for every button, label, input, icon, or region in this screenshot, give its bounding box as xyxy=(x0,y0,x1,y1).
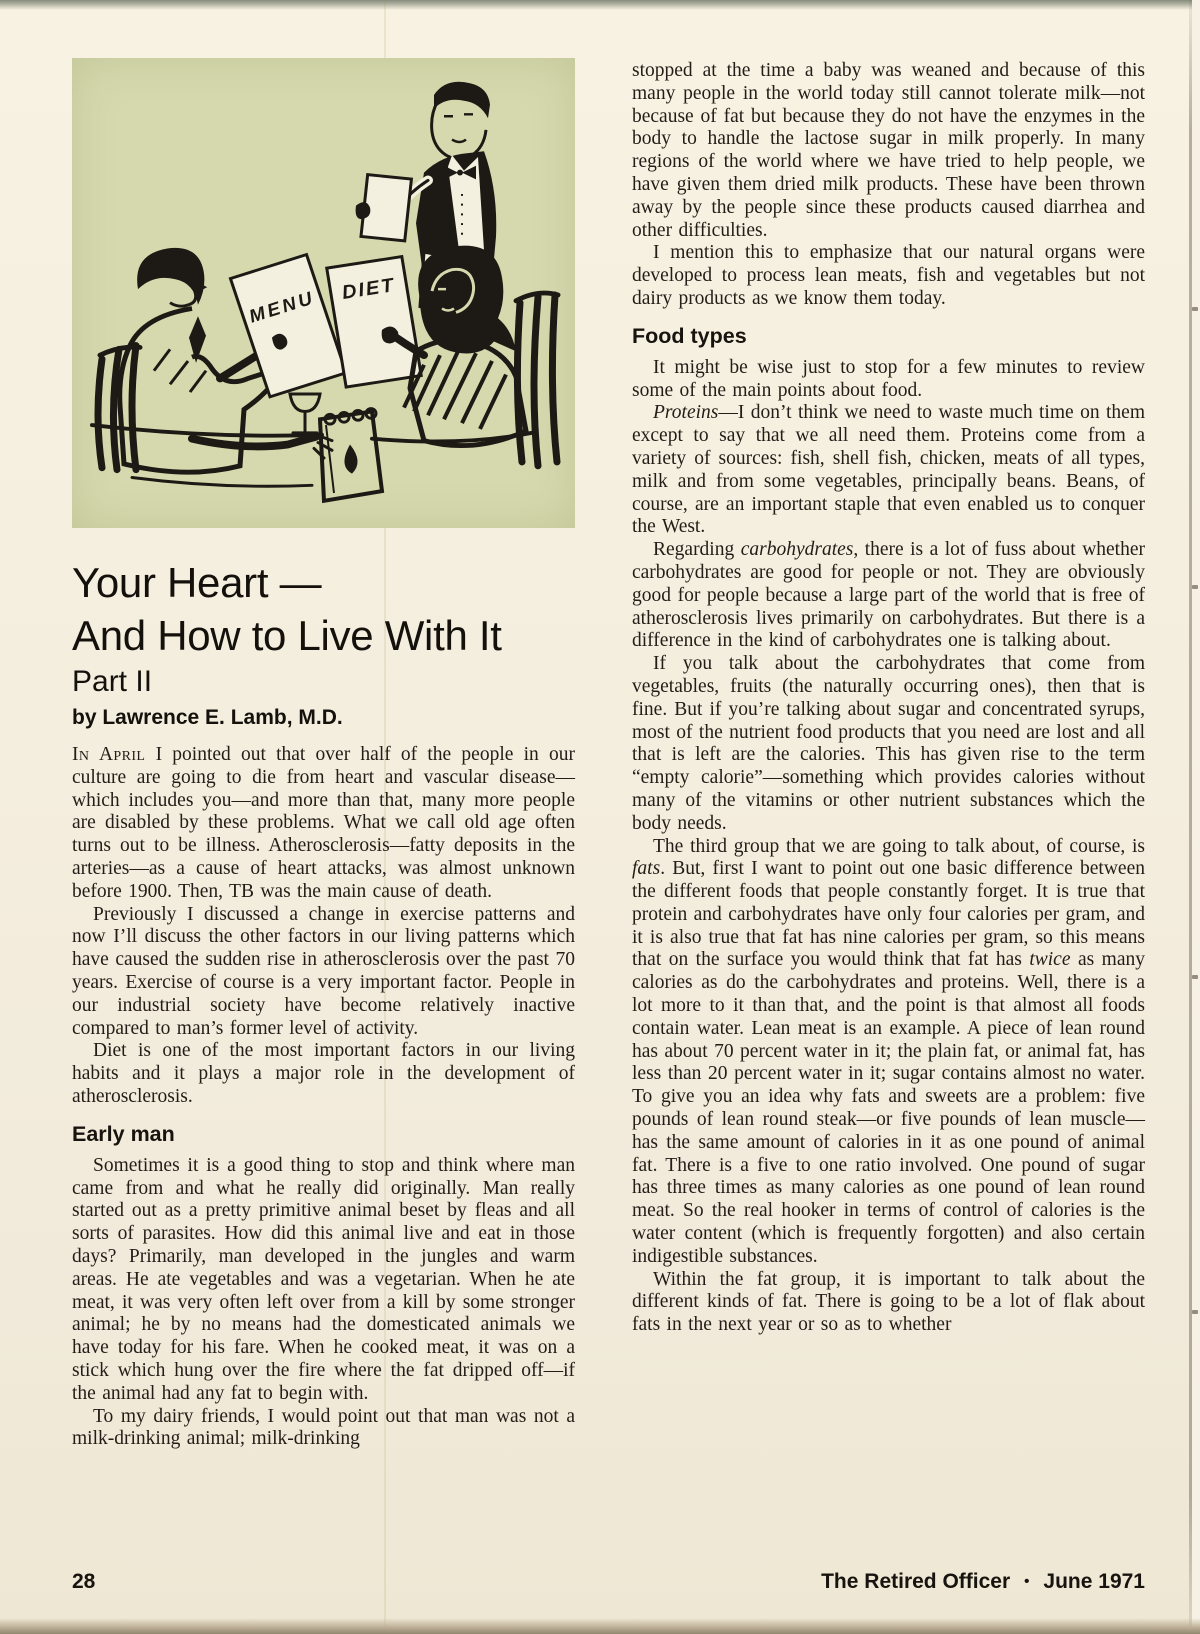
edge-mark xyxy=(1192,975,1198,979)
page-edge-line xyxy=(1189,0,1192,1626)
magazine-name: The Retired Officer xyxy=(821,1570,1011,1593)
paragraph: It might be wise just to stop for a few minutes to review some of the main points about food. xyxy=(632,356,1145,401)
paragraph: Sometimes it is a good thing to stop and think where man came from and what he really did originally. Man really started out as a pretty primitive animal beset by fleas and all sorts of parasites. How did this animal live and eat in those days? Primarily, man developed in the jungles and warm areas. He ate vegetables and was a vegetarian. When he ate meat, it was very often left over from a kill by some stronger animal; he by no means had the domesticated animals we have today for his fare. When he cooked meat, it was on a stick which hung over the fire where the fat dripped off—if the animal had any fat to begin with. xyxy=(72,1154,575,1404)
paragraph: If you talk about the carbohydrates that come from vegetables, fruits (the naturally occurring ones), then that is fine. But if you’re talking about sugar and concentrated syrups, most of the nutrient food products that you need are lost and all that is left are the calories. This has given rise to the term “empty calorie”—something which provides calories without many of the vitamins or other nutrient substances which the body needs. xyxy=(632,653,1145,834)
footer-right xyxy=(821,1570,1145,1594)
right-column-text xyxy=(632,60,1145,1337)
paragraph: I mention this to emphasize that our natural organs were developed to process lean meats, fish and vegetables but not dairy products as we know them today. xyxy=(632,242,1145,309)
article-part: Part II xyxy=(72,665,153,698)
paragraph: Proteins—I don’t think we need to waste much time on them except to say that we all need them. Proteins come from a variety of sources: fish, shell fish, chicken, meats of all types, milk and from some vegetables, principally beans. Beans, of course, are an important staple that even enabled us to conquer the West. xyxy=(632,402,1145,538)
edge-mark xyxy=(1192,1310,1198,1314)
article-byline: by Lawrence E. Lamb, M.D. xyxy=(72,706,343,729)
edge-mark xyxy=(1192,585,1198,589)
footer-bullet-icon: • xyxy=(1024,1573,1030,1590)
page-footer xyxy=(72,1570,1145,1594)
section-heading: Food types xyxy=(632,323,747,348)
scan-edge-bottom xyxy=(0,1618,1200,1634)
paragraph: Regarding carbohydrates, there is a lot of fuss about whether carbohydrates are good for people or not. They are obviously good for people because a large part of the world that is free of atherosclerosis lives primarily on carbohydrates. But there is a difference in the kind of carbohydrates one is talking about. xyxy=(632,539,1145,652)
right-column xyxy=(632,58,1145,1451)
paragraph: Previously I discussed a change in exercise patterns and now I’ll discuss the other factors in our living patterns which have caused the sudden rise in atherosclerosis over the past 70 years. Exercise of course is a very important factor. People in our industrial society have become relatively inactive compared to man’s former level of activity. xyxy=(72,903,575,1039)
paragraph: To my dairy friends, I would point out that man was not a milk-drinking animal; milk-drinking xyxy=(72,1405,575,1450)
page-edge-paper xyxy=(1192,0,1200,1634)
cartoon-drawing xyxy=(72,58,575,528)
paragraph: stopped at the time a baby was weaned and because of this many people in the world today still cannot tolerate milk—not because of fat but because they do not have the enzymes in the body to handle the lactose sugar in milk properly. In many regions of the world where we have tried to help people, we have given them dried milk products. These have been thrown away by the people since these products caused diarrhea and other difficulties. xyxy=(632,60,1145,241)
chair-right xyxy=(516,293,558,466)
paragraph: Within the fat group, it is important to talk about the different kinds of fat. There is going to be a lot of flak about fats in the next year or so as to whether xyxy=(632,1268,1145,1336)
section-heading: Early man xyxy=(72,1121,175,1146)
paragraph: The third group that we are going to talk about, of course, is fats. But, first I want to point out one basic difference between the different foods that people constantly forget. It is true that protein and carbohydrates have only four calories per gram, and it is also true that fat has nine calories per gram, so this means that on the surface you would think that fat has twice as many calories as do the carbohydrates and proteins. Well, there is a lot more to it than that, and the point is that almost all foods contain water. Lean meat is an example. A piece of lean round has about 70 percent water in it; the plain fat, or animal fat, has less than 20 percent water in it; sugar contains almost no water. To give you an idea why fats and sweets are a problem: five pounds of lean round steak—or five pounds of lean muscle—has the same amount of calories in it as one pound of animal fat. There is a five to one ratio involved. One pound of sugar has three times as many calories as one pound of lean round meat. So the real hooker in terms of control of calories is the water content (which is frequently forgotten) and also certain indigestible substances. xyxy=(632,835,1145,1267)
left-column-text xyxy=(72,744,575,1451)
edge-mark xyxy=(1192,307,1198,311)
page-number: 28 xyxy=(72,1570,96,1593)
wine-glass xyxy=(290,394,320,433)
article-title-line2: And How to Live With It xyxy=(72,612,502,659)
issue-date: June 1971 xyxy=(1043,1570,1145,1593)
paragraph: Diet is one of the most important factors in our living habits and it plays a major role in the development of atherosclerosis. xyxy=(72,1040,575,1107)
diet-label: DIET xyxy=(340,274,397,304)
paragraph: In April I pointed out that over half of the people in our culture are going to die from heart and vascular disease—which includes you—and more than that, many more people are disabled by these problems. What we call old age often turns out to be illness. Atherosclerosis—fatty deposits in the arteries—as a cause of heart attacks, was almost unknown before 1900. Then, TB was the main cause of death. xyxy=(72,744,575,902)
spiral-notepad xyxy=(320,409,382,501)
article-title xyxy=(72,556,575,662)
left-column xyxy=(72,58,575,1451)
article-content xyxy=(72,58,1145,1451)
scan-edge-top xyxy=(0,0,1200,10)
article-title-line1: Your Heart — xyxy=(72,559,322,606)
menu-label: MENU xyxy=(246,286,318,327)
restaurant-cartoon-illustration xyxy=(72,58,575,528)
